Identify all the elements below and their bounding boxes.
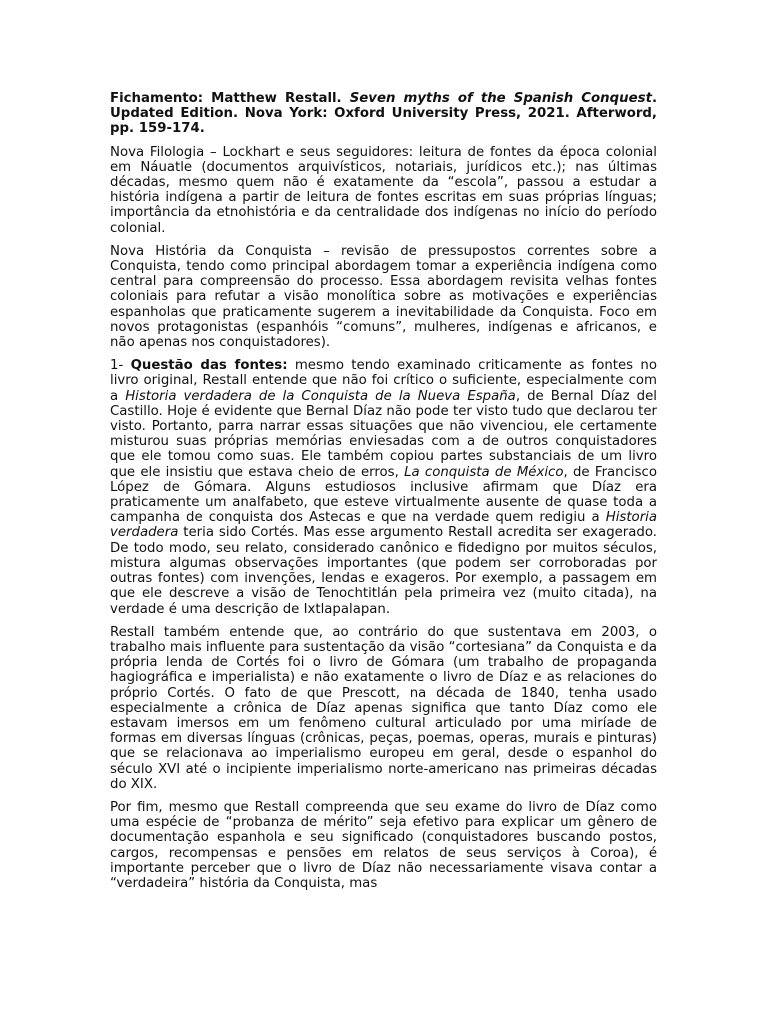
paragraph-nova-filologia: Nova Filologia – Lockhart e seus seguidores: leitura de fontes da época colonial em Náuatle (documentos arquivísticos, notariais, jurídicos etc.); nas últimas décadas, mesmo quem não é exatamente da “escola”, passou a estudar a história indígena a partir de leitura de fontes escritas em suas próprias línguas; importância da etnohistória e da centralidade dos indígenas no início do período colonial. bbox=[110, 144, 657, 236]
document-heading bbox=[110, 91, 657, 137]
book-title: Seven myths of the Spanish Conquest bbox=[349, 91, 652, 106]
paragraph-questao-fontes bbox=[110, 358, 657, 616]
paragraph-text: mesmo tendo examinado criticamente as fontes no livro original, Restall entende que não foi crítico o suficiente, especialmente com a bbox=[110, 358, 657, 404]
cited-title: Historia verdadera de la Conquista de la Nueva España bbox=[125, 388, 516, 404]
paragraph-text: , de Francisco López de Gómara. Alguns estudiosos inclusive afirmam que Díaz era praticamente um analfabeto, que esteve virtualmente ausente de quase toda a campanha de conquista dos Astecas e que na verdade quem redigiu a bbox=[110, 464, 657, 526]
cited-title: La conquista de México bbox=[404, 464, 564, 480]
paragraph-gomara: Restall também entende que, ao contrário do que sustentava em 2003, o trabalho mais influente para sustentação da visão “cortesiana” da Conquista e da própria lenda de Cortés foi o livro de Gómara (um trabalho de propaganda hagiográfica e imperialista) e não exatamente o livro de Díaz e as relaciones do próprio Cortés. O fato de que Prescott, na década de 1840, tenha usado especialmente a crônica de Díaz apenas significa que tanto Díaz como ele estavam imersos em um fenômeno cultural articulado por uma miríade de formas em diversas línguas (crônicas, peças, poemas, operas, murais e pinturas) que se relacionava ao imperialismo europeu em geral, desde o espanhol do século XVI até o incipiente imperialismo norte-americano nas primeiras décadas do XIX. bbox=[110, 624, 657, 792]
item-number: 1- bbox=[110, 358, 131, 374]
paragraph-text: teria sido Cortés. Mas esse argumento Restall acredita ser exagerado. De todo modo, seu relato, considerado canônico e fidedigno por muitos séculos, mistura algumas observações importantes (que podem ser corroboradas por outras fontes) com invenções, lendas e exageros. Por exemplo, a passagem em que ele descreve a visão de Tenochtitlán pela primeira vez (muito citada), na verdade é uma descrição de Ixtlapalapan. bbox=[110, 525, 657, 617]
cited-title: Historia verdadera bbox=[110, 510, 657, 541]
paragraph-probanza: Por fim, mesmo que Restall compreenda que seu exame do livro de Díaz como uma espécie de “probanza de mérito” seja efetivo para explicar um gênero de documentação espanhola e seu significado (conquistadores buscando postos, cargos, recompensas e pensões em relatos de seus serviços à Coroa), é importante perceber que o livro de Díaz não necessariamente visava contar a “verdadeira” história da Conquista, mas bbox=[110, 799, 657, 891]
section-label: Questão das fontes: bbox=[130, 358, 288, 374]
paragraph-nova-historia: Nova História da Conquista – revisão de pressupostos correntes sobre a Conquista, tendo como principal abordagem tomar a experiência indígena como central para compreensão do processo. Essa abordagem revisita velhas fontes coloniais para refutar a visão monolítica sobre as motivações e experiências espanholas que praticamente sugerem a inevitabilidade da Conquista. Foco em novos protagonistas (espanhóis “comuns”, mulheres, indígenas e africanos, e não apenas nos conquistadores). bbox=[110, 243, 657, 351]
heading-text-start: Fichamento: Matthew Restall. bbox=[110, 91, 350, 106]
paragraph-text: , de Bernal Díaz del Castillo. Hoje é evidente que Bernal Díaz não pode ter visto tudo que declarou ter visto. Portanto, parra narrar essas situações que não vivenciou, ele certamente misturou suas próprias memórias enviesadas com a de outros conquistadores que ele tomou como suas. Ele também copiou partes substanciais de um livro que ele insistiu que estava cheio de erros, bbox=[110, 388, 657, 480]
document-page bbox=[110, 91, 657, 899]
heading-text-end: . Updated Edition. Nova York: Oxford University Press, 2021. Afterword, pp. 159-174. bbox=[110, 91, 657, 137]
